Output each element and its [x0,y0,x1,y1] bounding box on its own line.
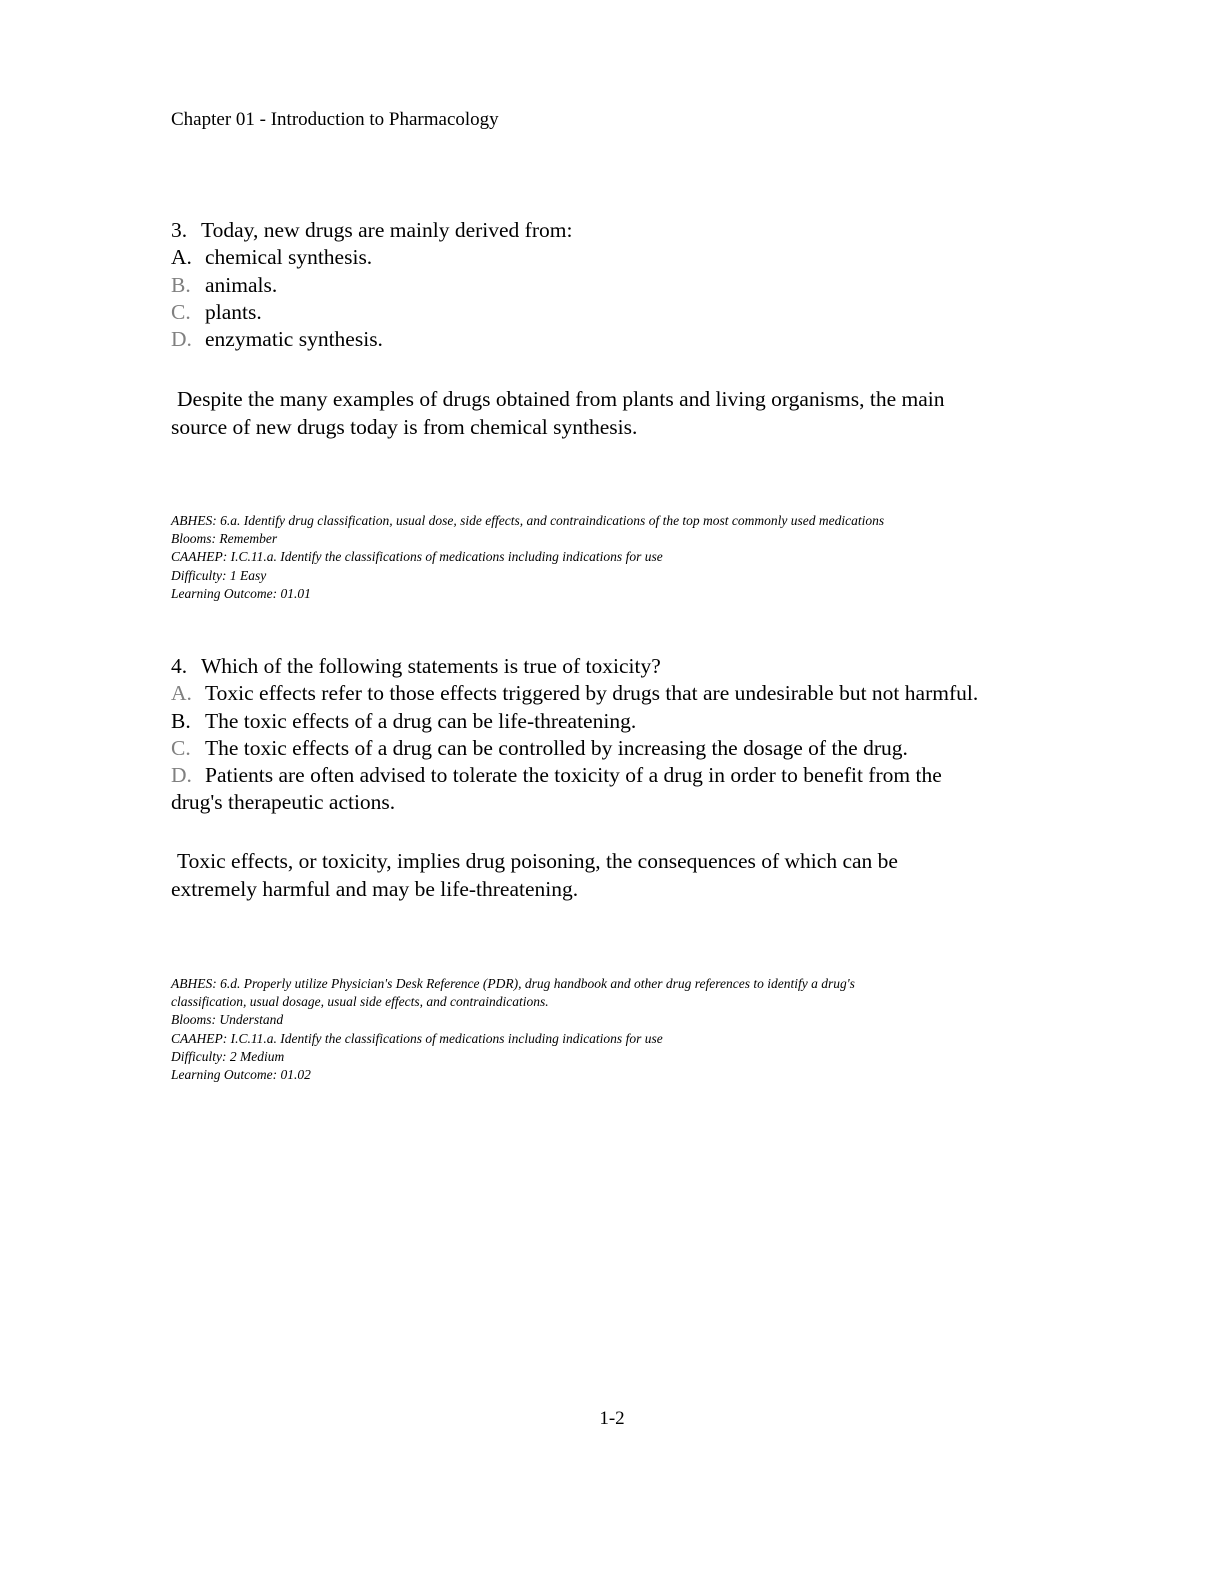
choice-letter: B. [171,708,191,733]
question-number: 3. [171,218,188,242]
explanation-line: Toxic effects, or toxicity, implies drug poisoning, the consequences of which can be [177,849,898,873]
explanation-line: source of new drugs today is from chemical synthesis. [171,414,638,439]
meta-blooms: Blooms: Understand [171,1012,284,1028]
choice-d-continuation: drug's therapeutic actions. [171,790,396,815]
chapter-title: Chapter 01 - Introduction to Pharmacology [171,109,499,130]
choice-c [171,735,1091,762]
question-4 [171,653,1091,817]
choice-text: animals. [205,272,278,297]
choice-d [171,762,1091,789]
choice-text: chemical synthesis. [205,245,373,270]
choice-text: plants. [205,299,262,324]
explanation-line: Despite the many examples of drugs obtained from plants and living organisms, the main [177,387,945,411]
meta-difficulty: Difficulty: 1 Easy [171,567,267,583]
choice-b [171,272,1091,299]
meta-difficulty: Difficulty: 2 Medium [171,1048,285,1064]
choice-letter: C. [171,299,191,324]
explanation-4 [171,848,1071,903]
meta-caahep: CAAHEP: I.C.11.a. Identify the classifications of medications including indications for use [171,549,663,565]
meta-learning-outcome: Learning Outcome: 01.01 [171,585,311,601]
meta-abhes: ABHES: 6.d. Properly utilize Physician's Desk Reference (PDR), drug handbook and other drug references to identify a drug's [171,976,855,991]
choice-b [171,708,1091,735]
metadata-4 [171,975,1051,1084]
explanation-3 [171,386,1071,441]
question-number: 4. [171,654,188,678]
choice-letter: B. [171,272,191,297]
choice-text: Patients are often advised to tolerate the toxicity of a drug in order to benefit from the [205,763,942,788]
question-stem [171,217,1091,244]
meta-caahep: CAAHEP: I.C.11.a. Identify the classifications of medications including indications for use [171,1030,663,1046]
choice-text: Toxic effects refer to those effects triggered by drugs that are undesirable but not harmful. [205,681,979,706]
choice-a [171,244,1091,271]
choice-letter: A. [171,681,192,706]
meta-blooms: Blooms: Remember [171,531,278,547]
question-text: Which of the following statements is true of toxicity? [201,654,661,678]
choice-text: The toxic effects of a drug can be life-threatening. [205,708,637,733]
choice-text: The toxic effects of a drug can be controlled by increasing the dosage of the drug. [205,735,908,760]
question-text: Today, new drugs are mainly derived from: [201,218,573,242]
choice-letter: D. [171,763,192,788]
question-stem [171,653,1091,680]
choice-c [171,299,1091,326]
choice-text: enzymatic synthesis. [205,327,383,352]
choice-a [171,680,1091,707]
choice-letter: C. [171,735,191,760]
explanation-line: extremely harmful and may be life-threatening. [171,876,579,901]
meta-abhes-continuation: classification, usual dosage, usual side effects, and contraindications. [171,994,549,1010]
choice-letter: A. [171,245,192,270]
choice-letter: D. [171,327,192,352]
choice-d [171,326,1091,353]
meta-learning-outcome: Learning Outcome: 01.02 [171,1067,311,1083]
metadata-3 [171,512,1051,603]
page-number: 1-2 [599,1408,625,1429]
question-3 [171,217,1091,353]
meta-abhes: ABHES: 6.a. Identify drug classification, usual dose, side effects, and contraindications of the top most commonly used medications [171,513,885,528]
